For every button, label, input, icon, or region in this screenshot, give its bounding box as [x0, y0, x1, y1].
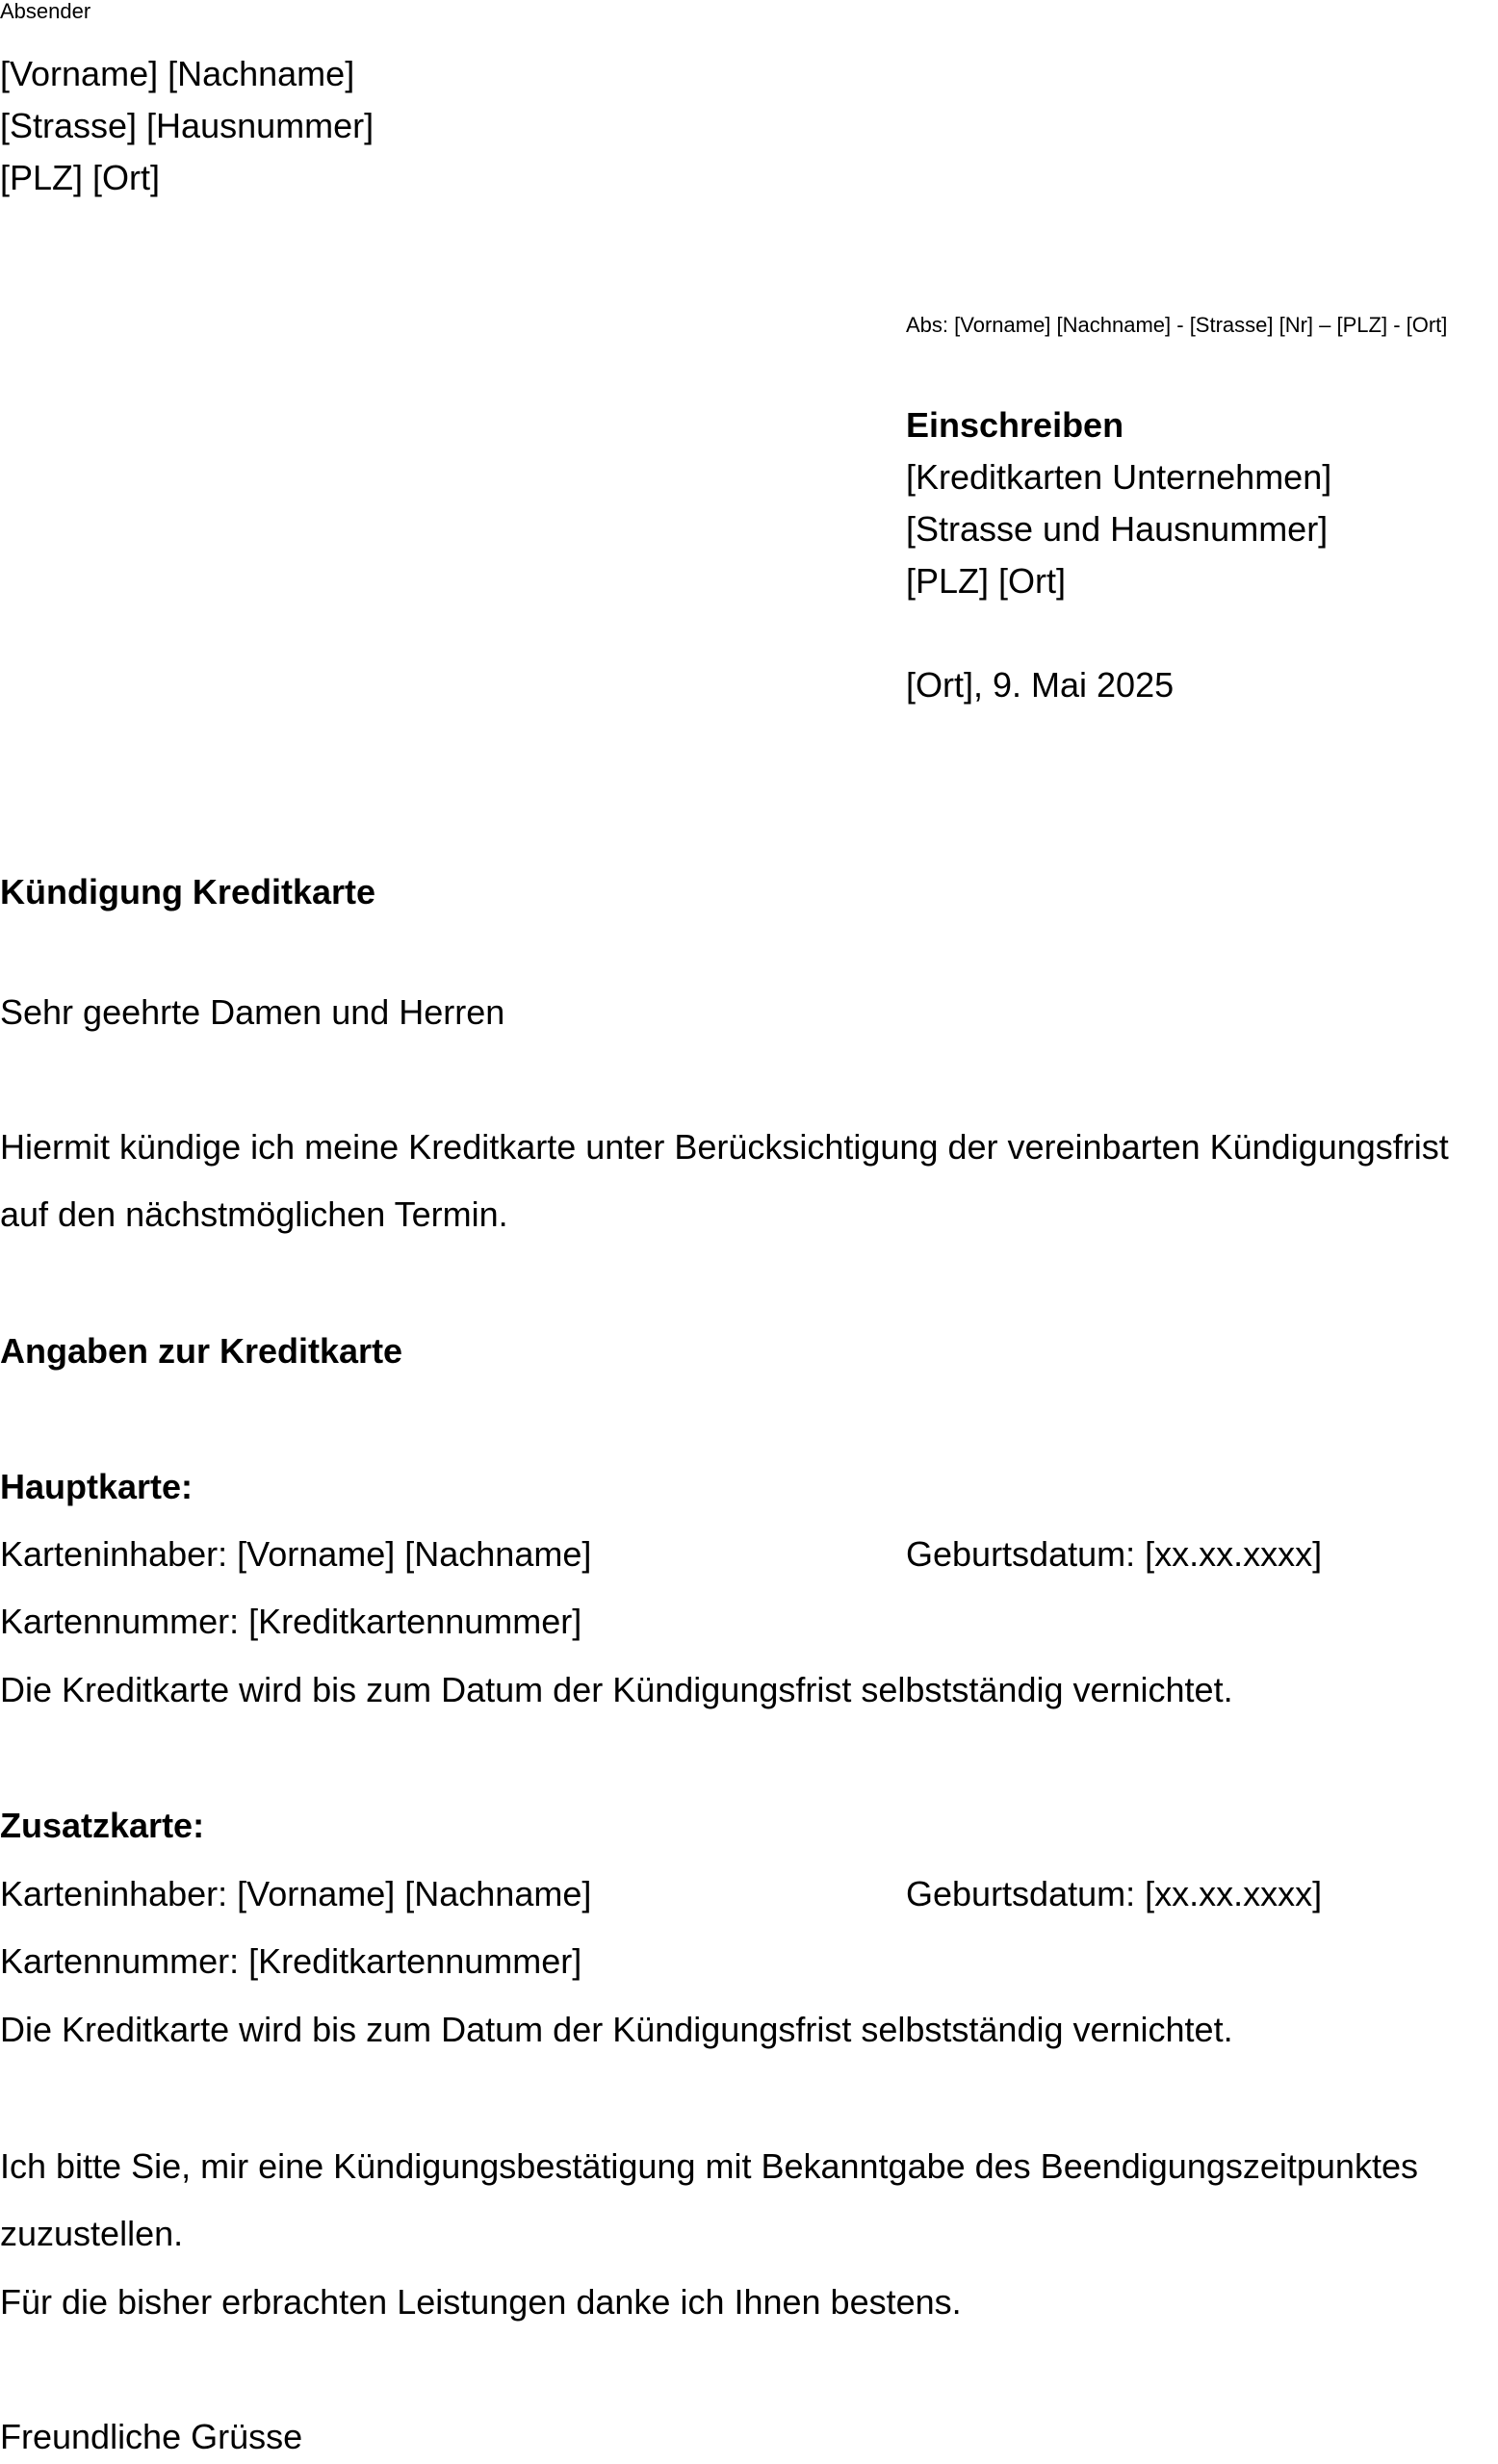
subject: Kündigung Kreditkarte [0, 872, 376, 911]
confirmation-request: Ich bitte Sie, mir eine Kündigungsbestätigung mit Bekanntgabe des Beendigungszeitpunktes zuzustellen. [0, 2146, 1418, 2253]
main-card-note: Die Kreditkarte wird bis zum Datum der Kündigungsfrist selbstständig vernichtet. [0, 1670, 1233, 1709]
intro-paragraph: Hiermit kündige ich meine Kreditkarte unter Berücksichtigung der vereinbarten Kündigungsfrist auf den nächstmöglichen Termin. [0, 1127, 1449, 1234]
recipient-company: [Kreditkarten Unternehmen] [906, 457, 1332, 497]
sender-label: Absender [0, 0, 91, 23]
return-address: Abs: [Vorname] [Nachname] - [Strasse] [Nr] – [PLZ] - [Ort] [906, 313, 1448, 337]
recipient-city: [PLZ] [Ort] [906, 561, 1067, 601]
delivery-type: Einschreiben [906, 405, 1124, 445]
thanks-line: Für die bisher erbrachten Leistungen danke ich Ihnen bestens. [0, 2282, 962, 2322]
sender-name: [Vorname] [Nachname] [0, 54, 355, 93]
salutation: Sehr geehrte Damen und Herren [0, 992, 505, 1032]
additional-card-number: Kartennummer: [Kreditkartennummer] [0, 1941, 582, 1981]
date-line: [Ort], 9. Mai 2025 [906, 665, 1175, 705]
additional-card-note: Die Kreditkarte wird bis zum Datum der Kündigungsfrist selbstständig vernichtet. [0, 2010, 1233, 2049]
main-card-birthdate: Geburtsdatum: [xx.xx.xxxx] [906, 1534, 1323, 1574]
additional-card-holder: Karteninhaber: [Vorname] [Nachname] [0, 1874, 592, 1913]
additional-card-birthdate: Geburtsdatum: [xx.xx.xxxx] [906, 1874, 1323, 1913]
additional-card-title: Zusatzkarte: [0, 1806, 205, 1845]
main-card-title: Hauptkarte: [0, 1467, 194, 1506]
recipient-street: [Strasse und Hausnummer] [906, 509, 1329, 549]
main-card-number: Kartennummer: [Kreditkartennummer] [0, 1602, 582, 1641]
sender-city: [PLZ] [Ort] [0, 158, 161, 197]
main-card-holder: Karteninhaber: [Vorname] [Nachname] [0, 1534, 592, 1574]
closing-line: Freundliche Grüsse [0, 2417, 303, 2456]
section-heading: Angaben zur Kreditkarte [0, 1331, 403, 1371]
sender-street: [Strasse] [Hausnummer] [0, 106, 374, 145]
